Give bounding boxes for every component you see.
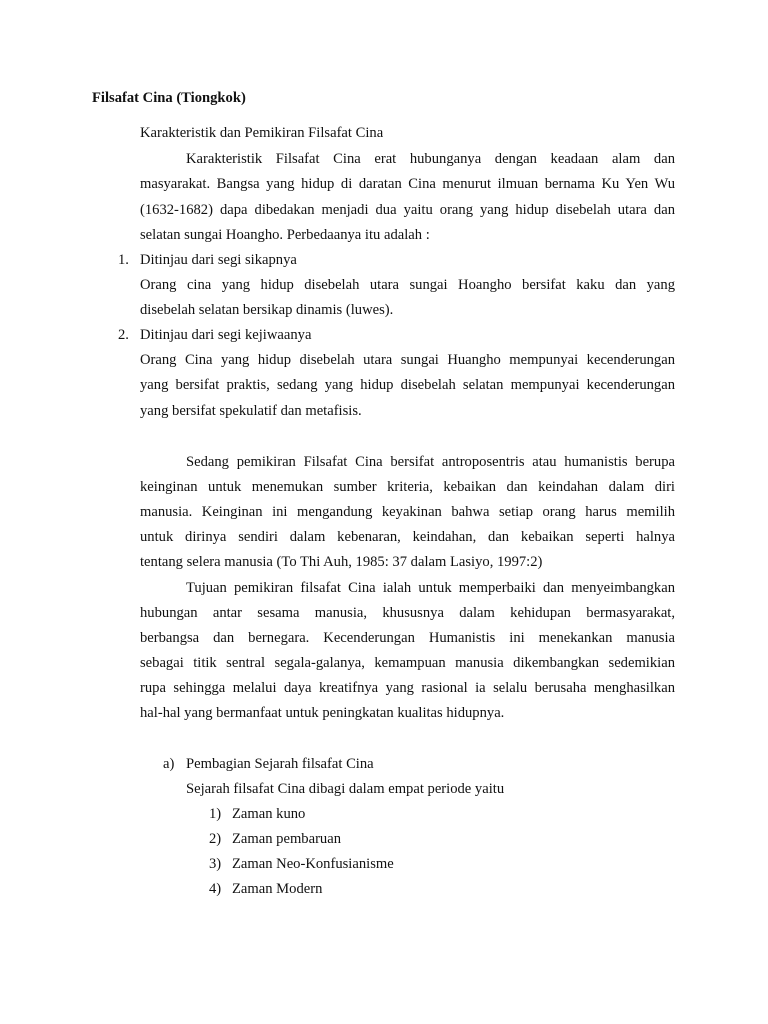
section-a-marker: a)	[163, 756, 175, 772]
intro-line-3: (1632-1682) dapa dibedakan menjadi dua yaitu orang yang hidup disebelah utara dan	[140, 202, 675, 218]
list-item-2-line-3: yang bersifat spekulatif dan metafisis.	[140, 403, 362, 419]
list-item-2-line-1: Orang Cina yang hidup disebelah utara sungai Huangho mempunyai kecenderungan	[140, 352, 675, 368]
list-item-1-line-2: disebelah selatan bersikap dinamis (luwes).	[140, 302, 394, 318]
para2-line-2: keinginan untuk menemukan sumber kriteria, kebaikan dan keindahan dalam diri	[140, 479, 675, 495]
list-number-2: 2.	[118, 327, 129, 343]
period-number-4: 4)	[209, 881, 222, 897]
para3-line-1: Tujuan pemikiran filsafat Cina ialah untuk memperbaiki dan menyeimbangkan	[186, 580, 675, 596]
section-heading: Karakteristik dan Pemikiran Filsafat Cina	[140, 125, 384, 141]
period-item-3: Zaman Neo-Konfusianisme	[232, 856, 394, 872]
period-item-4: Zaman Modern	[232, 881, 323, 897]
para3-line-2: hubungan antar sesama manusia, khususnya dalam kehidupan bermasyarakat,	[140, 605, 675, 621]
list-item-2-title: Ditinjau dari segi kejiwaanya	[140, 327, 312, 343]
period-number-3: 3)	[209, 856, 222, 872]
period-number-1: 1)	[209, 806, 222, 822]
period-number-2: 2)	[209, 831, 222, 847]
period-item-1: Zaman kuno	[232, 806, 306, 822]
para3-line-3: berbangsa dan bernegara. Kecenderungan Humanistis ini menekankan manusia	[140, 630, 675, 646]
para2-line-3: manusia. Keinginan ini mengandung keyakinan bahwa setiap orang harus memilih	[140, 504, 675, 520]
section-a-title: Pembagian Sejarah filsafat Cina	[186, 756, 374, 772]
para3-line-4: sebagai titik sentral segala-galanya, kemampuan manusia dikembangkan sedemikian	[140, 655, 675, 671]
intro-line-2: masyarakat. Bangsa yang hidup di daratan Cina menurut ilmuan bernama Ku Yen Wu	[140, 176, 675, 192]
para2-line-5: tentang selera manusia (To Thi Auh, 1985: 37 dalam Lasiyo, 1997:2)	[140, 554, 543, 570]
intro-line-4: selatan sungai Hoangho. Perbedaanya itu adalah :	[140, 227, 430, 243]
document-title: Filsafat Cina (Tiongkok)	[92, 90, 246, 106]
list-number-1: 1.	[118, 252, 129, 268]
para3-line-6: hal-hal yang bermanfaat untuk peningkatan kualitas hidupnya.	[140, 705, 505, 721]
para2-line-1: Sedang pemikiran Filsafat Cina bersifat antroposentris atau humanistis berupa	[186, 454, 675, 470]
para2-line-4: untuk dirinya sendiri dalam kebenaran, keindahan, dan kebaikan seperti halnya	[140, 529, 675, 545]
period-item-2: Zaman pembaruan	[232, 831, 341, 847]
section-a-intro: Sejarah filsafat Cina dibagi dalam empat periode yaitu	[186, 781, 505, 797]
para3-line-5: rupa sehingga melalui daya kreatifnya yang rasional ia selalu berusaha menghasilkan	[140, 680, 675, 696]
list-item-1-title: Ditinjau dari segi sikapnya	[140, 252, 297, 268]
list-item-1-line-1: Orang cina yang hidup disebelah utara sungai Hoangho bersifat kaku dan yang	[140, 277, 675, 293]
intro-line-1: Karakteristik Filsafat Cina erat hubunganya dengan keadaan alam dan	[186, 151, 675, 167]
list-item-2-line-2: yang bersifat praktis, sedang yang hidup disebelah selatan mempunyai kecenderungan	[140, 377, 675, 393]
